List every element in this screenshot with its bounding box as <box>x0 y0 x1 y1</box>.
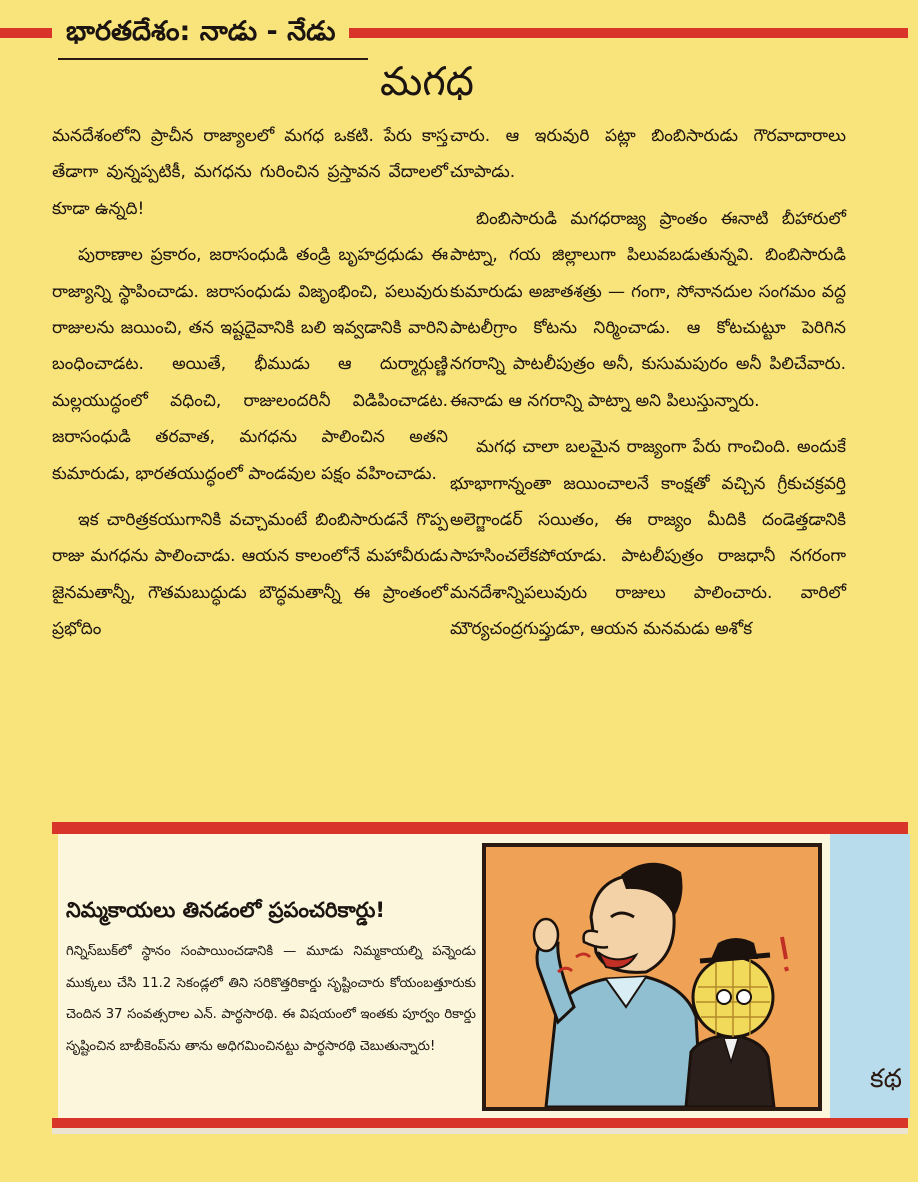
paragraph: బింబిసారుడి మగధరాజ్య ప్రాంతం ఈనాటి బీహారులో పాట్నా, గయ జిల్లాలుగా పిలువబడుతున్నవి. బింబిసారుడి కుమారుడు అజాతశత్రు — గంగా, సోనానదుల సంగమం వద్ద పాటలీగ్రాం కోటను నిర్మించాడు. ఆ కోటచుట్టూ పెరిగిన నగరాన్ని పాటలీపుత్రం అనీ, కుసుమపురం అనీ పిలిచేవారు. ఈనాడు ఆ నగరాన్ని పాట్నా అని పిలుస్తున్నారు. <box>450 208 846 411</box>
cartoon-svg <box>486 847 818 1107</box>
small-man-eye <box>717 990 731 1004</box>
side-panel-text: కథ <box>870 1064 902 1094</box>
paragraph: ఇక చారిత్రకయుగానికి వచ్చామంటే బింబిసారుడనే గొప్ప రాజు మగధను పాలించాడు. ఆయన కాలంలోనే మహావీరుడు జైనమతాన్నీ, గౌతమబుద్ధుడు బౌద్ధమతాన్నీ ఈ ప్రాంతంలో ప్రభోదిం <box>52 510 448 640</box>
motion-mark <box>576 954 590 957</box>
article-left-column <box>52 118 448 658</box>
feature-box-top-rule <box>52 822 908 834</box>
hat-brim <box>700 955 770 961</box>
paragraph: చారు. ఆ ఇరువురి పట్లా బింబిసారుడు గౌరవాదారాలు చూపాడు. <box>450 126 846 183</box>
paragraph: మగధ చాలా బలమైన రాజ్యంగా పేరు గాంచింది. అందుకే భూభాగాన్నంతా జయించాలనే కాంక్షతో వచ్చిన గ్రీకుచక్రవర్తి అలెగ్జాండర్ సయితం, ఈ రాజ్యం మీదికి దండెత్తడానికి సాహసించలేకపోయాడు. పాటలీపుత్రం రాజధానీ నగరంగా మనదేశాన్నిపలువురు రాజులు పాలించారు. వారిలో మౌర్యచంద్రగుప్తుడూ, ఆయన మనమడు అశోక <box>450 437 846 640</box>
title-underline <box>58 58 368 60</box>
exclamation-mark <box>782 937 787 971</box>
paragraph: మనదేశంలోని ప్రాచీన రాజ్యాలలో మగధ ఒకటి. పేరు కాస్త తేడాగా వున్నప్పటికీ, మగధను గురించిన ప్రస్తావన వేదాలలో కూడా ఉన్నది! <box>52 126 448 219</box>
next-panel-strip <box>830 834 910 1118</box>
small-man-eye <box>737 990 751 1004</box>
series-title: భారతదేశం: నాడు - నేడు <box>52 14 349 48</box>
paragraph: పురాణాల ప్రకారం, జరాసంధుడి తండ్రి బృహద్రధుడు ఈ రాజ్యాన్ని స్థాపించాడు. జరాసంధుడు విజృంభించి, పలువురు రాజులను జయించి, తన ఇష్టదైవానికి బలి ఇవ్వడానికి వారిని బంధించాడట. అయితే, భీముడు ఆ దుర్మార్గుణ్ణి మల్లయుద్ధంలో వధించి, రాజులందరినీ విడిపించాడట. జరాసంధుడి తరవాత, మగధను పాలించిన అతని కుమారుడు, భారతయుద్ధంలో పాండవుల పక్షం వహించాడు. <box>52 245 448 484</box>
feature-box-title: నిమ్మకాయలు తినడంలో ప్రపంచరికార్డు! <box>66 898 385 922</box>
feature-box-text: గిన్నిస్‌బుక్‌లో స్థానం సంపాయించడానికి — మూడు నిమ్మకాయల్ని పన్నెండు ముక్కలు చేసి 11.2 సెకండ్లలో తిని సరికొత్తరికార్డు సృష్టించారు కోయంబత్తూరుకు చెందిన 37 సంవత్సరాల ఎన్. పార్థసారథి. ఈ విషయంలో ఇంతకు పూర్వం రికార్డు సృష్టించిన బాబీకెంప్‌ను తాను అధిగమించినట్టు పార్థసారథి చెబుతున్నారు! <box>66 944 476 1054</box>
article-title: మగధ <box>380 59 474 105</box>
feature-box-bottom-rule <box>52 1118 908 1128</box>
page-bottom-strip <box>52 1128 908 1134</box>
man-hand <box>534 919 558 951</box>
article-right-column <box>450 118 846 658</box>
cartoon-illustration <box>486 847 818 1107</box>
motion-mark <box>558 968 572 972</box>
